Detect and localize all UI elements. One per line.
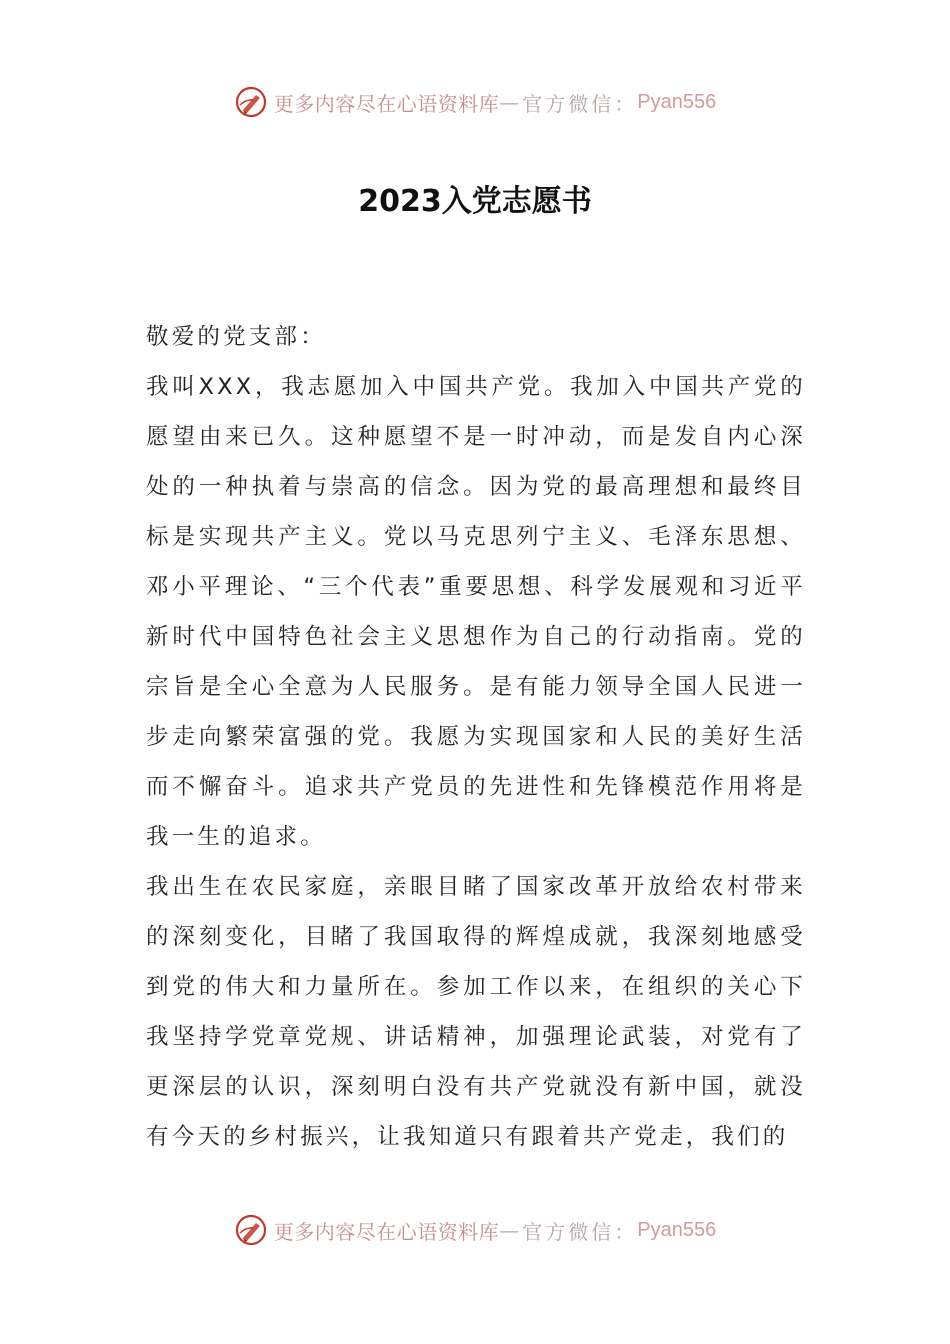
banner-separator: — bbox=[499, 90, 523, 114]
paragraph-2: 我出生在农民家庭，亲眼目睹了国家改革开放给农村带来的深刻变化，目睹了我国取得的辉煌成就，我深刻地感受到党的伟大和力量所在。参加工作以来，在组织的关心下我坚持学党章党规、讲话精神，加强理论武装，对党有了更深层的认识，深刻明白没有共产党就没有新中国，就没有今天的乡村振兴，让我知道只有跟着共产党走，我们的 bbox=[146, 874, 806, 1150]
document-title: 2023入党志愿书 bbox=[358, 184, 592, 219]
salutation: 敬爱的党支部： bbox=[146, 324, 326, 350]
pen-logo-icon bbox=[234, 85, 268, 119]
banner-wechat-id: Pyan556 bbox=[637, 90, 717, 113]
paragraph-1: 我叫XXX，我志愿加入中国共产党。我加入中国共产党的愿望由来已久。这种愿望不是一时冲动，而是发自内心深处的一种执着与崇高的信念。因为党的最高理想和最终目标是实现共产主义。党以马克思列宁主义、毛泽东思想、邓小平理论、“三个代表”重要思想、科学发展观和习近平新时代中国特色社会主义思想作为自己的行动指南。党的宗旨是全心全意为人民服务。是有能力领导全国人民进一步走向繁荣富强的党。我愿为实现国家和人民的美好生活而不懈奋斗。追求共产党员的先进性和先锋模范作用将是我一生的追求。 bbox=[146, 374, 806, 850]
document-body bbox=[146, 312, 806, 1162]
banner-separator: — bbox=[499, 1218, 523, 1242]
footer-banner bbox=[0, 1210, 950, 1250]
banner-main-text: 更多内容尽在心语资料库 bbox=[273, 91, 500, 116]
pen-logo-icon bbox=[234, 1213, 268, 1247]
banner-wechat-label: 官方微信： bbox=[522, 91, 638, 116]
banner-wechat-id: Pyan556 bbox=[637, 1218, 717, 1241]
header-banner bbox=[0, 82, 950, 122]
banner-main-text: 更多内容尽在心语资料库 bbox=[273, 1219, 500, 1244]
banner-wechat-label: 官方微信： bbox=[522, 1219, 638, 1244]
